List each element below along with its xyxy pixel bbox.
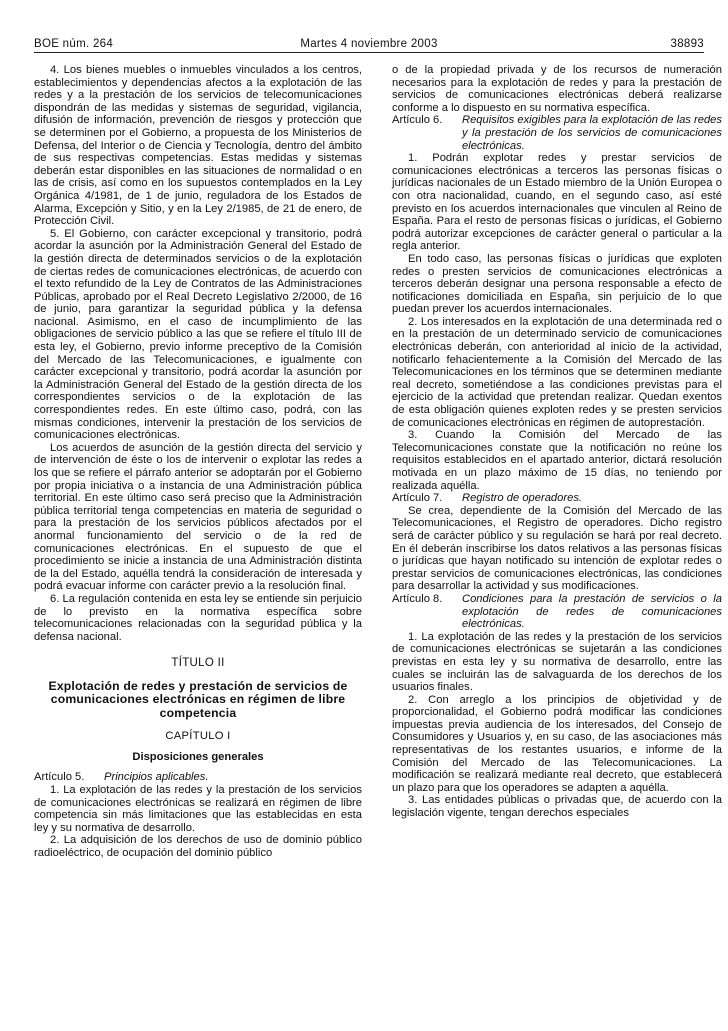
article-label: Artículo 5. (34, 771, 85, 784)
paragraph: o de la propiedad privada y de los recursos de numeración necesarios para la explotación de redes y para la prestación de servicios de comunicaciones electrónicas deberá realizarse conforme a lo dispuesto en su normativa específica. (392, 64, 722, 114)
publication-date: Martes 4 noviembre 2003 (300, 38, 438, 50)
page-header (34, 38, 704, 53)
titulo-heading: TÍTULO II (171, 657, 225, 670)
paragraph: 2. La adquisición de los derechos de uso de dominio público radioeléctrico, de ocupación del dominio público (34, 834, 362, 859)
journal-number: BOE núm. 264 (34, 38, 114, 50)
article-5-heading (34, 771, 362, 784)
paragraph: 3. Cuando la Comisión del Mercado de las Telecomunicaciones constate que la notificación no reúne los requisitos establecidos en el apartado anterior, dictará resolución motivada en un plazo máximo de 15 días, no teniendo por realizada aquélla. (392, 429, 722, 492)
article-title: Registro de operadores. (462, 492, 583, 505)
article-label: Artículo 8. (392, 592, 443, 605)
titulo-name: Explotación de redes y prestación de servicios de comunicaciones electrónicas en régimen de libre competencia (48, 678, 348, 720)
paragraph: 6. La regulación contenida en esta ley se entiende sin perjuicio de lo previsto en la normativa específica sobre telecomunicaciones relacionadas con la seguridad pública y la defensa nacional. (34, 592, 362, 643)
article-6-heading (392, 114, 722, 152)
paragraph: 2. Los interesados en la explotación de una determinada red o en la prestación de un determinado servicio de comunicaciones electrónicas deberán, con anterioridad al inicio de la actividad, notificarlo fehacientemente a la Comisión del Mercado de las Telecomunicaciones en los términos que se determinen mediante real decreto, sometiéndose a las condiciones previstas para el ejercicio de la actividad que pretendan realizar. Quedan exentos de esta obligación quienes exploten redes y se presten servicios de comunicaciones electrónicas en régimen de autoprestación. (392, 315, 722, 429)
paragraph: 4. Los bienes muebles o inmuebles vinculados a los centros, establecimientos y dependencias afectos a la explotación de las redes y a la prestación de los servicios de telecomunicaciones dispondrán de las medidas y sistemas de seguridad, vigilancia, difusión de información, prevención de riesgos y protección que se determinen por el Gobierno, a propuesta de los Ministerios de Defensa, del Interior o de Ciencia y Tecnología, dentro del ámbito de sus respectivas competencias. Estas medidas y sistemas deberán estar disponibles en las situaciones de normalidad o en las de crisis, así como en los supuestos contemplados en la Ley Orgánica 4/1981, de 1 de junio, reguladora de los Estados de Alarma, Excepción y Sitio, y en la Ley 2/1985, de 21 de enero, de Protección Civil. (34, 64, 362, 228)
article-label: Artículo 7. (392, 492, 443, 505)
article-7-heading (392, 492, 722, 505)
article-label: Artículo 6. (392, 114, 443, 127)
page-number: 38893 (670, 38, 704, 50)
paragraph: Los acuerdos de asunción de la gestión directa del servicio y de intervención de éste o los de intervenir o explotar las redes a los que se refiere el párrafo anterior se adoptarán por el Gobierno por propia iniciativa o a instancia de una Administración pública territorial. En este último caso será preciso que la Administración pública territorial tenga competencias en materia de seguridad o para la prestación de los servicios públicos afectados por el anormal funcionamiento del servicio o de la red de comunicaciones electrónicas. En el supuesto de que el procedimiento se inicie a instancia de una Administración distinta de la del Estado, aquélla tendrá la consideración de interesada y podrá evacuar informe con carácter previo a la resolución final. (34, 441, 362, 593)
paragraph: 2. Con arreglo a los principios de objetividad y de proporcionalidad, el Gobierno podrá modificar las condiciones impuestas previa audiencia de los interesados, del Consejo de Consumidores y Usuarios y, en su caso, de las asociaciones más representativas de los restantes usuarios, e informe de la Comisión del Mercado de las Telecomunicaciones. La modificación se realizará mediante real decreto, que establecerá un plazo para que los operadores se adapten a aquélla. (392, 693, 722, 794)
right-column (392, 64, 722, 820)
capitulo-heading: CAPÍTULO I (165, 730, 231, 743)
paragraph: Se crea, dependiente de la Comisión del Mercado de las Telecomunicaciones, el Registro de operadores. Dicho registro será de carácter público y su regulación se hará por real decreto. En él deberán inscribirse los datos relativos a las personas físicas o jurídicas que hayan notificado su intención de explotar redes o prestar servicios de comunicaciones electrónicas, las condiciones para desarrollar la actividad y sus modificaciones. (392, 504, 722, 593)
paragraph: 1. La explotación de las redes y la prestación de los servicios de comunicaciones electrónicas se sujetarán a las condiciones previstas en esta ley y su normativa de desarrollo, entre las cuales se incluirán las de salvaguarda de los derechos de los usuarios finales. (392, 630, 722, 694)
paragraph: 1. Podrán explotar redes y prestar servicios de comunicaciones electrónicas a terceros las personas físicas o jurídicas nacionales de un Estado miembro de la Unión Europea o con otra nacionalidad, cuando, en el segundo caso, así esté previsto en los acuerdos internacionales que vinculen al Reino de España. Para el resto de personas físicas o jurídicas, el Gobierno podrá autorizar excepciones de carácter general o particular a la regla anterior. (392, 152, 722, 253)
paragraph: 3. Las entidades públicas o privadas que, de acuerdo con la legislación vigente, tengan derechos especiales (392, 794, 722, 820)
left-column (34, 64, 362, 859)
paragraph: 5. El Gobierno, con carácter excepcional y transitorio, podrá acordar la asunción por la Administración General del Estado de la gestión directa de determinados servicios o de la explotación de ciertas redes de comunicaciones electrónicas, de acuerdo con el texto refundido de la Ley de Contratos de las Administraciones Públicas, aprobado por el Real Decreto Legislativo 2/2000, de 16 de junio, para garantizar la seguridad pública y la defensa nacional. Asimismo, en el caso de incumplimiento de las obligaciones de servicio público a las que se refiere el título III de esta ley, el Gobierno, previo informe preceptivo de la Comisión del Mercado de las Telecomunicaciones, e igualmente con carácter excepcional y transitorio, podrá acordar la asunción por la Administración General del Estado de la gestión directa de los correspondientes servicios o de la explotación de las correspondientes redes. En este último caso, podrá, con las mismas condiciones, intervenir la prestación de los servicios de comunicaciones electrónicas. (34, 227, 362, 442)
article-8-heading (392, 593, 722, 631)
paragraph: En todo caso, las personas físicas o jurídicas que exploten redes o presten servicios de comunicaciones electrónicas a terceros deberán designar una persona responsable a efecto de notificaciones domiciliada en España, sin perjuicio de lo que puedan prever los acuerdos internacionales. (392, 252, 722, 316)
article-title: Condiciones para la prestación de servicios o la explotación de redes de comunicaciones electrónicas. (462, 592, 722, 631)
paragraph: 1. La explotación de las redes y la prestación de los servicios de comunicaciones electrónicas se realizará en régimen de libre competencia sin más limitaciones que las establecidas en esta ley y su normativa de desarrollo. (34, 783, 362, 834)
article-title: Requisitos exigibles para la explotación de las redes y la prestación de los servicios de comunicaciones electrónicas. (462, 114, 722, 152)
article-title: Principios aplicables. (104, 771, 209, 784)
section-heading: Disposiciones generales (132, 750, 264, 763)
